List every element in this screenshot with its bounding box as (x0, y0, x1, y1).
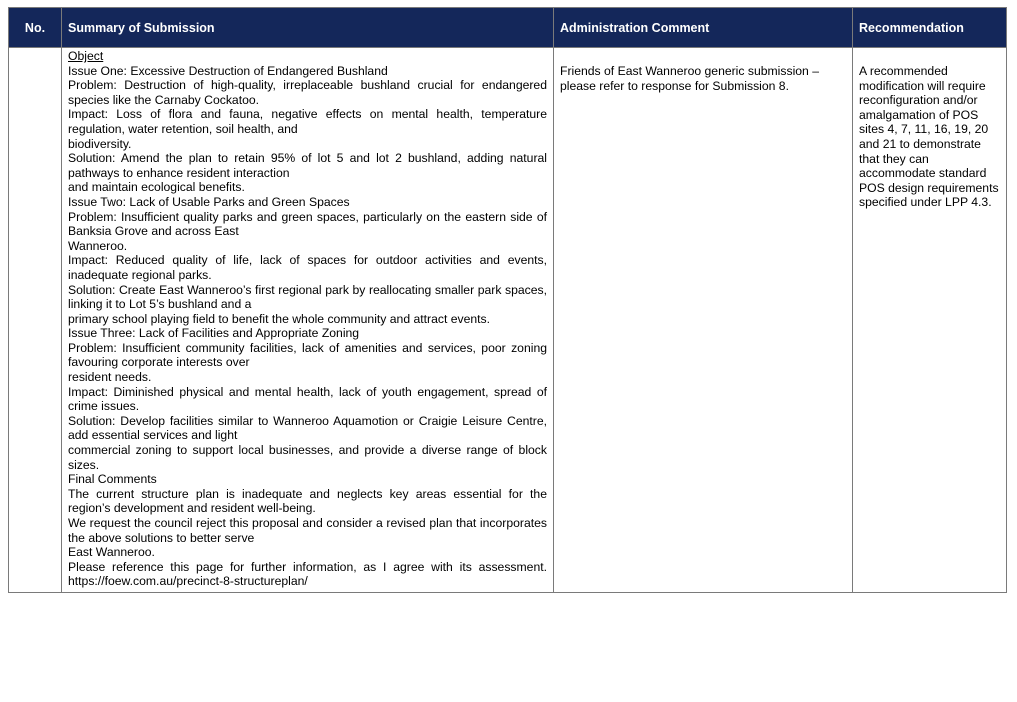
cell-recommendation (853, 48, 1007, 593)
summary-line: Solution: Develop facilities similar to Wanneroo Aquamotion or Craigie Leisure Centre, add essential services and light (68, 413, 547, 443)
summary-line: Issue One: Excessive Destruction of Endangered Bushland (68, 63, 388, 78)
summary-line-object: Object (68, 49, 104, 63)
table-row (9, 48, 1007, 593)
summary-line: Solution: Create East Wanneroo’s first regional park by reallocating smaller park spaces, linking it to Lot 5’s bushland and a (68, 282, 547, 312)
summary-line: primary school playing field to benefit the whole community and attract events. (68, 311, 491, 326)
summary-line: Impact: Diminished physical and mental health, lack of youth engagement, spread of crime issues. (68, 384, 547, 414)
summary-line: East Wanneroo. (68, 545, 155, 560)
summary-line: and maintain ecological benefits. (68, 180, 245, 195)
header-no: No. (9, 8, 62, 48)
header-recommendation: Recommendation (853, 8, 1007, 48)
summary-line: The current structure plan is inadequate and neglects key areas essential for the region’s development and resident well-being. (68, 486, 547, 516)
summary-line: Problem: Insufficient quality parks and green spaces, particularly on the eastern side of Banksia Grove and across East (68, 209, 547, 239)
summary-line: Solution: Amend the plan to retain 95% of lot 5 and lot 2 bushland, adding natural pathways to enhance resident interaction (68, 151, 547, 180)
summary-line: Issue Two: Lack of Usable Parks and Green Spaces (68, 194, 350, 209)
summary-line: Final Comments (68, 472, 157, 487)
summary-line: Wanneroo. (68, 238, 128, 253)
cell-summary (62, 48, 554, 593)
comment-text: Friends of East Wanneroo generic submission – please refer to response for Submission 8. (560, 64, 819, 93)
header-comment: Administration Comment (554, 8, 853, 48)
header-summary: Summary of Submission (62, 8, 554, 48)
submissions-table (8, 7, 1007, 593)
table-header-row (9, 8, 1007, 48)
recommendation-text: A recommended modification will require reconfiguration and/or amalgamation of POS sites 4, 7, 11, 16, 19, 20 and 21 to demonstrate that they can accommodate standard POS design requirements specified under LPP 4.3. (859, 64, 999, 210)
summary-line: biodiversity. (68, 136, 132, 151)
cell-comment (554, 48, 853, 593)
summary-line: commercial zoning to support local businesses, and provide a diverse range of block sizes. (68, 443, 547, 472)
cell-no (9, 48, 62, 593)
summary-line: Issue Three: Lack of Facilities and Appropriate Zoning (68, 326, 360, 341)
summary-line: Please reference this page for further information, as I agree with its assessment. https://foew.com.au/precinct-8-structureplan/ (68, 559, 547, 589)
summary-line: We request the council reject this proposal and consider a revised plan that incorporates the above solutions to better serve (68, 516, 547, 545)
summary-line: Impact: Reduced quality of life, lack of spaces for outdoor activities and events, inadequate regional parks. (68, 253, 547, 282)
summary-line: Problem: Destruction of high-quality, irreplaceable bushland crucial for endangered species like the Carnaby Cockatoo. (68, 78, 547, 107)
summary-line: resident needs. (68, 370, 152, 385)
summary-line: Problem: Insufficient community facilities, lack of amenities and services, poor zoning favouring corporate interests over (68, 340, 547, 370)
summary-line: Impact: Loss of flora and fauna, negative effects on mental health, temperature regulation, water retention, soil health, and (68, 107, 547, 136)
